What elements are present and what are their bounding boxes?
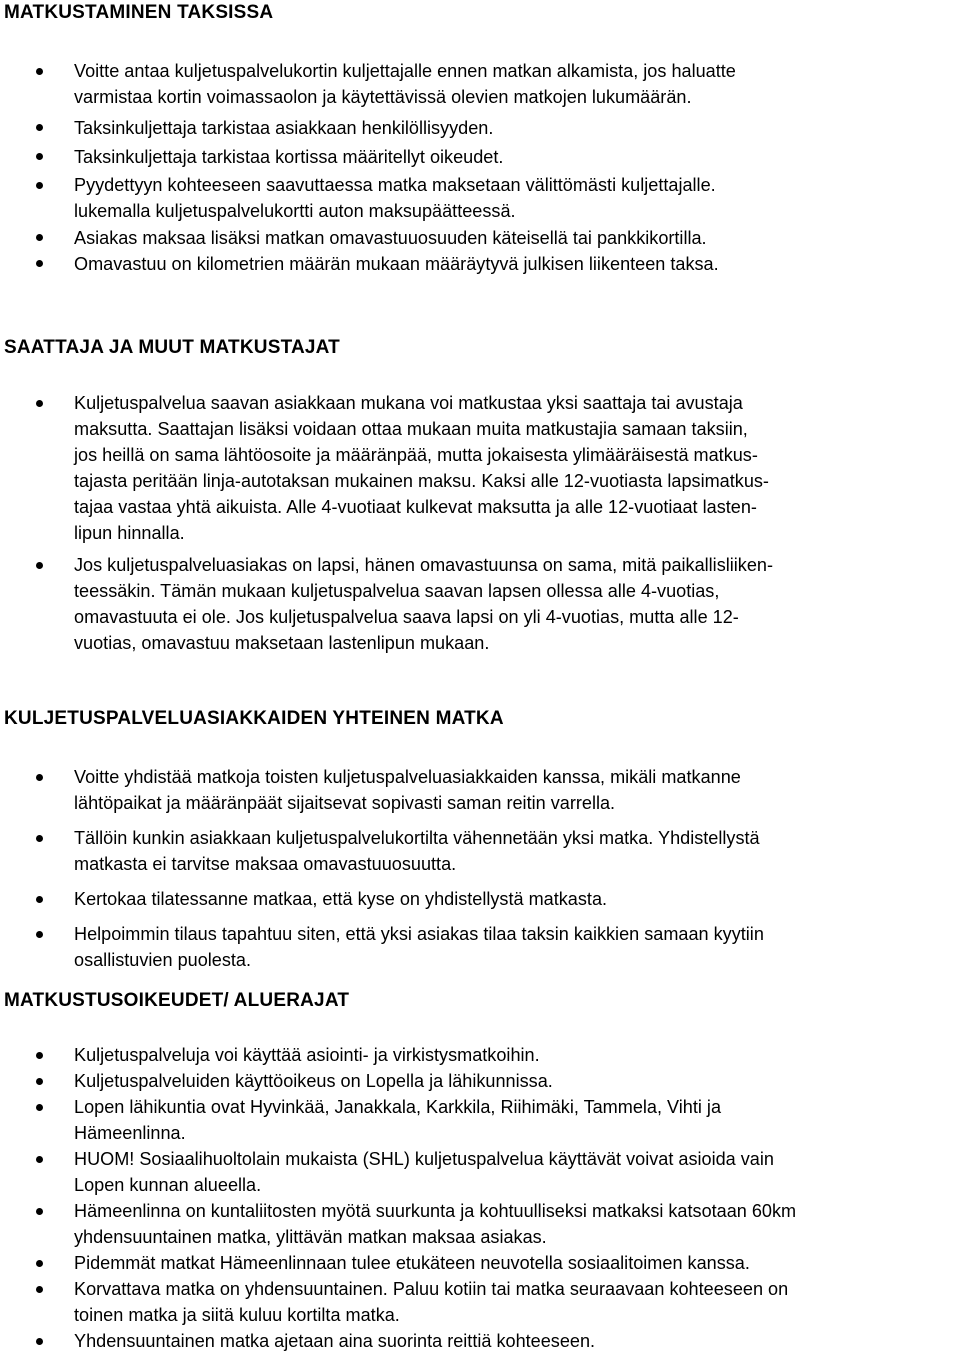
bullet-icon — [36, 182, 43, 189]
list-item: Korvattava matka on yhdensuuntainen. Paluu kotiin tai matka seuraavaan kohteeseen on toinen matka ja siitä kuluu kortilta matka. — [0, 1276, 950, 1328]
list-item: Omavastuu on kilometrien määrän mukaan määräytyvä julkisen liikenteen taksa. — [0, 250, 950, 279]
list-item: Yhdensuuntainen matka ajetaan aina suorinta reittiä kohteeseen. — [0, 1328, 950, 1354]
list-item: HUOM! Sosiaalihuoltolain mukaista (SHL) kuljetuspalvelua käyttävät voivat asioida vain Lopen kunnan alueella. — [0, 1146, 950, 1198]
bullet-icon — [36, 1338, 43, 1345]
bullet-icon — [36, 260, 43, 267]
list-item: Taksinkuljettaja tarkistaa asiakkaan henkilöllisyyden. — [0, 114, 950, 143]
bullet-icon — [36, 774, 43, 781]
list-item: Kuljetuspalveluja voi käyttää asiointi- ja virkistysmatkoihin. — [0, 1042, 950, 1068]
list-item: Tällöin kunkin asiakkaan kuljetuspalvelukortilta vähennetään yksi matka. Yhdistellystä matkasta ei tarvitse maksaa omavastuuosuutta. — [0, 825, 950, 877]
taxi-travel-list — [0, 58, 950, 279]
bullet-icon — [36, 124, 43, 131]
list-item: Pidemmät matkat Hämeenlinnaan tulee etukäteen neuvotella sosiaalitoimen kanssa. — [0, 1250, 950, 1276]
list-item: Kuljetuspalveluiden käyttöoikeus on Lopella ja lähikunnissa. — [0, 1068, 950, 1094]
bullet-icon — [36, 234, 43, 241]
bullet-icon — [36, 896, 43, 903]
list-item: Hämeenlinna on kuntaliitosten myötä suurkunta ja kohtuulliseksi matkaksi katsotaan 60km yhdensuuntainen matka, ylittävän matkan maksaa asiakas. — [0, 1198, 950, 1250]
section-title-taxi-travel: MATKUSTAMINEN TAKSISSA — [4, 2, 274, 23]
section-title-travel-rights: MATKUSTUSOIKEUDET/ ALUERAJAT — [4, 990, 350, 1011]
bullet-icon — [36, 1260, 43, 1267]
bullet-icon — [36, 1208, 43, 1215]
bullet-icon — [36, 68, 43, 75]
list-item: Jos kuljetuspalveluasiakas on lapsi, hänen omavastuunsa on sama, mitä paikallisliiken- teessäkin. Tämän mukaan kuljetuspalvelua saavan lapsen ollessa alle 4-vuotias, omavastuuta ei ole. Jos kuljetuspalvelua saava lapsi on yli 4-vuotias, mutta alle 12- vuotias, omavastuu maksetaan lastenlipun mukaan. — [0, 552, 950, 656]
list-item: Taksinkuljettaja tarkistaa kortissa määritellyt oikeudet. — [0, 143, 950, 172]
list-item: Voitte antaa kuljetuspalvelukortin kuljettajalle ennen matkan alkamista, jos haluatte varmistaa kortin voimassaolon ja käytettävissä olevien matkojen lukumäärän. — [0, 58, 950, 110]
bullet-icon — [36, 1078, 43, 1085]
bullet-icon — [36, 1286, 43, 1293]
list-item: Pyydettyyn kohteeseen saavuttaessa matka maksetaan välittömästi kuljettajalle. lukemalla kuljetuspalvelukortti auton maksupäätteessä. — [0, 172, 950, 224]
bullet-icon — [36, 562, 43, 569]
bullet-icon — [36, 1104, 43, 1111]
list-item: Asiakas maksaa lisäksi matkan omavastuuosuuden käteisellä tai pankkikortilla. — [0, 224, 950, 253]
travel-rights-list — [0, 1042, 950, 1354]
bullet-icon — [36, 153, 43, 160]
list-item: Lopen lähikuntia ovat Hyvinkää, Janakkala, Karkkila, Riihimäki, Tammela, Vihti ja Hämeenlinna. — [0, 1094, 950, 1146]
bullet-icon — [36, 835, 43, 842]
bullet-icon — [36, 931, 43, 938]
bullet-icon — [36, 400, 43, 407]
list-item: Kertokaa tilatessanne matkaa, että kyse on yhdistellystä matkasta. — [0, 886, 950, 912]
list-item: Voitte yhdistää matkoja toisten kuljetuspalveluasiakkaiden kanssa, mikäli matkanne lähtöpaikat ja määränpäät sijaitsevat sopivasti saman reitin varrella. — [0, 764, 950, 816]
section-title-companions: SAATTAJA JA MUUT MATKUSTAJAT — [4, 337, 340, 358]
companions-list — [0, 390, 950, 660]
list-item: Kuljetuspalvelua saavan asiakkaan mukana voi matkustaa yksi saattaja tai avustaja maksutta. Saattajan lisäksi voidaan ottaa mukaan muita matkustajia samaan taksiin, jos heillä on sama lähtöosoite ja määränpää, mutta jokaisesta ylimääräisestä matkus- tajasta peritään linja-autotaksan mukainen maksu. Kaksi alle 12-vuotiasta lapsimatkus- tajaa vastaa yhtä aikuista. Alle 4-vuotiaat kulkevat maksutta ja alle 12-vuotiaat lasten- lipun hinnalla. — [0, 390, 950, 546]
section-title-shared-ride: KULJETUSPALVELUASIAKKAIDEN YHTEINEN MATKA — [4, 708, 504, 729]
list-item: Helpoimmin tilaus tapahtuu siten, että yksi asiakas tilaa taksin kaikkien samaan kyytiin osallistuvien puolesta. — [0, 921, 950, 973]
bullet-icon — [36, 1052, 43, 1059]
shared-ride-list — [0, 764, 950, 982]
bullet-icon — [36, 1156, 43, 1163]
